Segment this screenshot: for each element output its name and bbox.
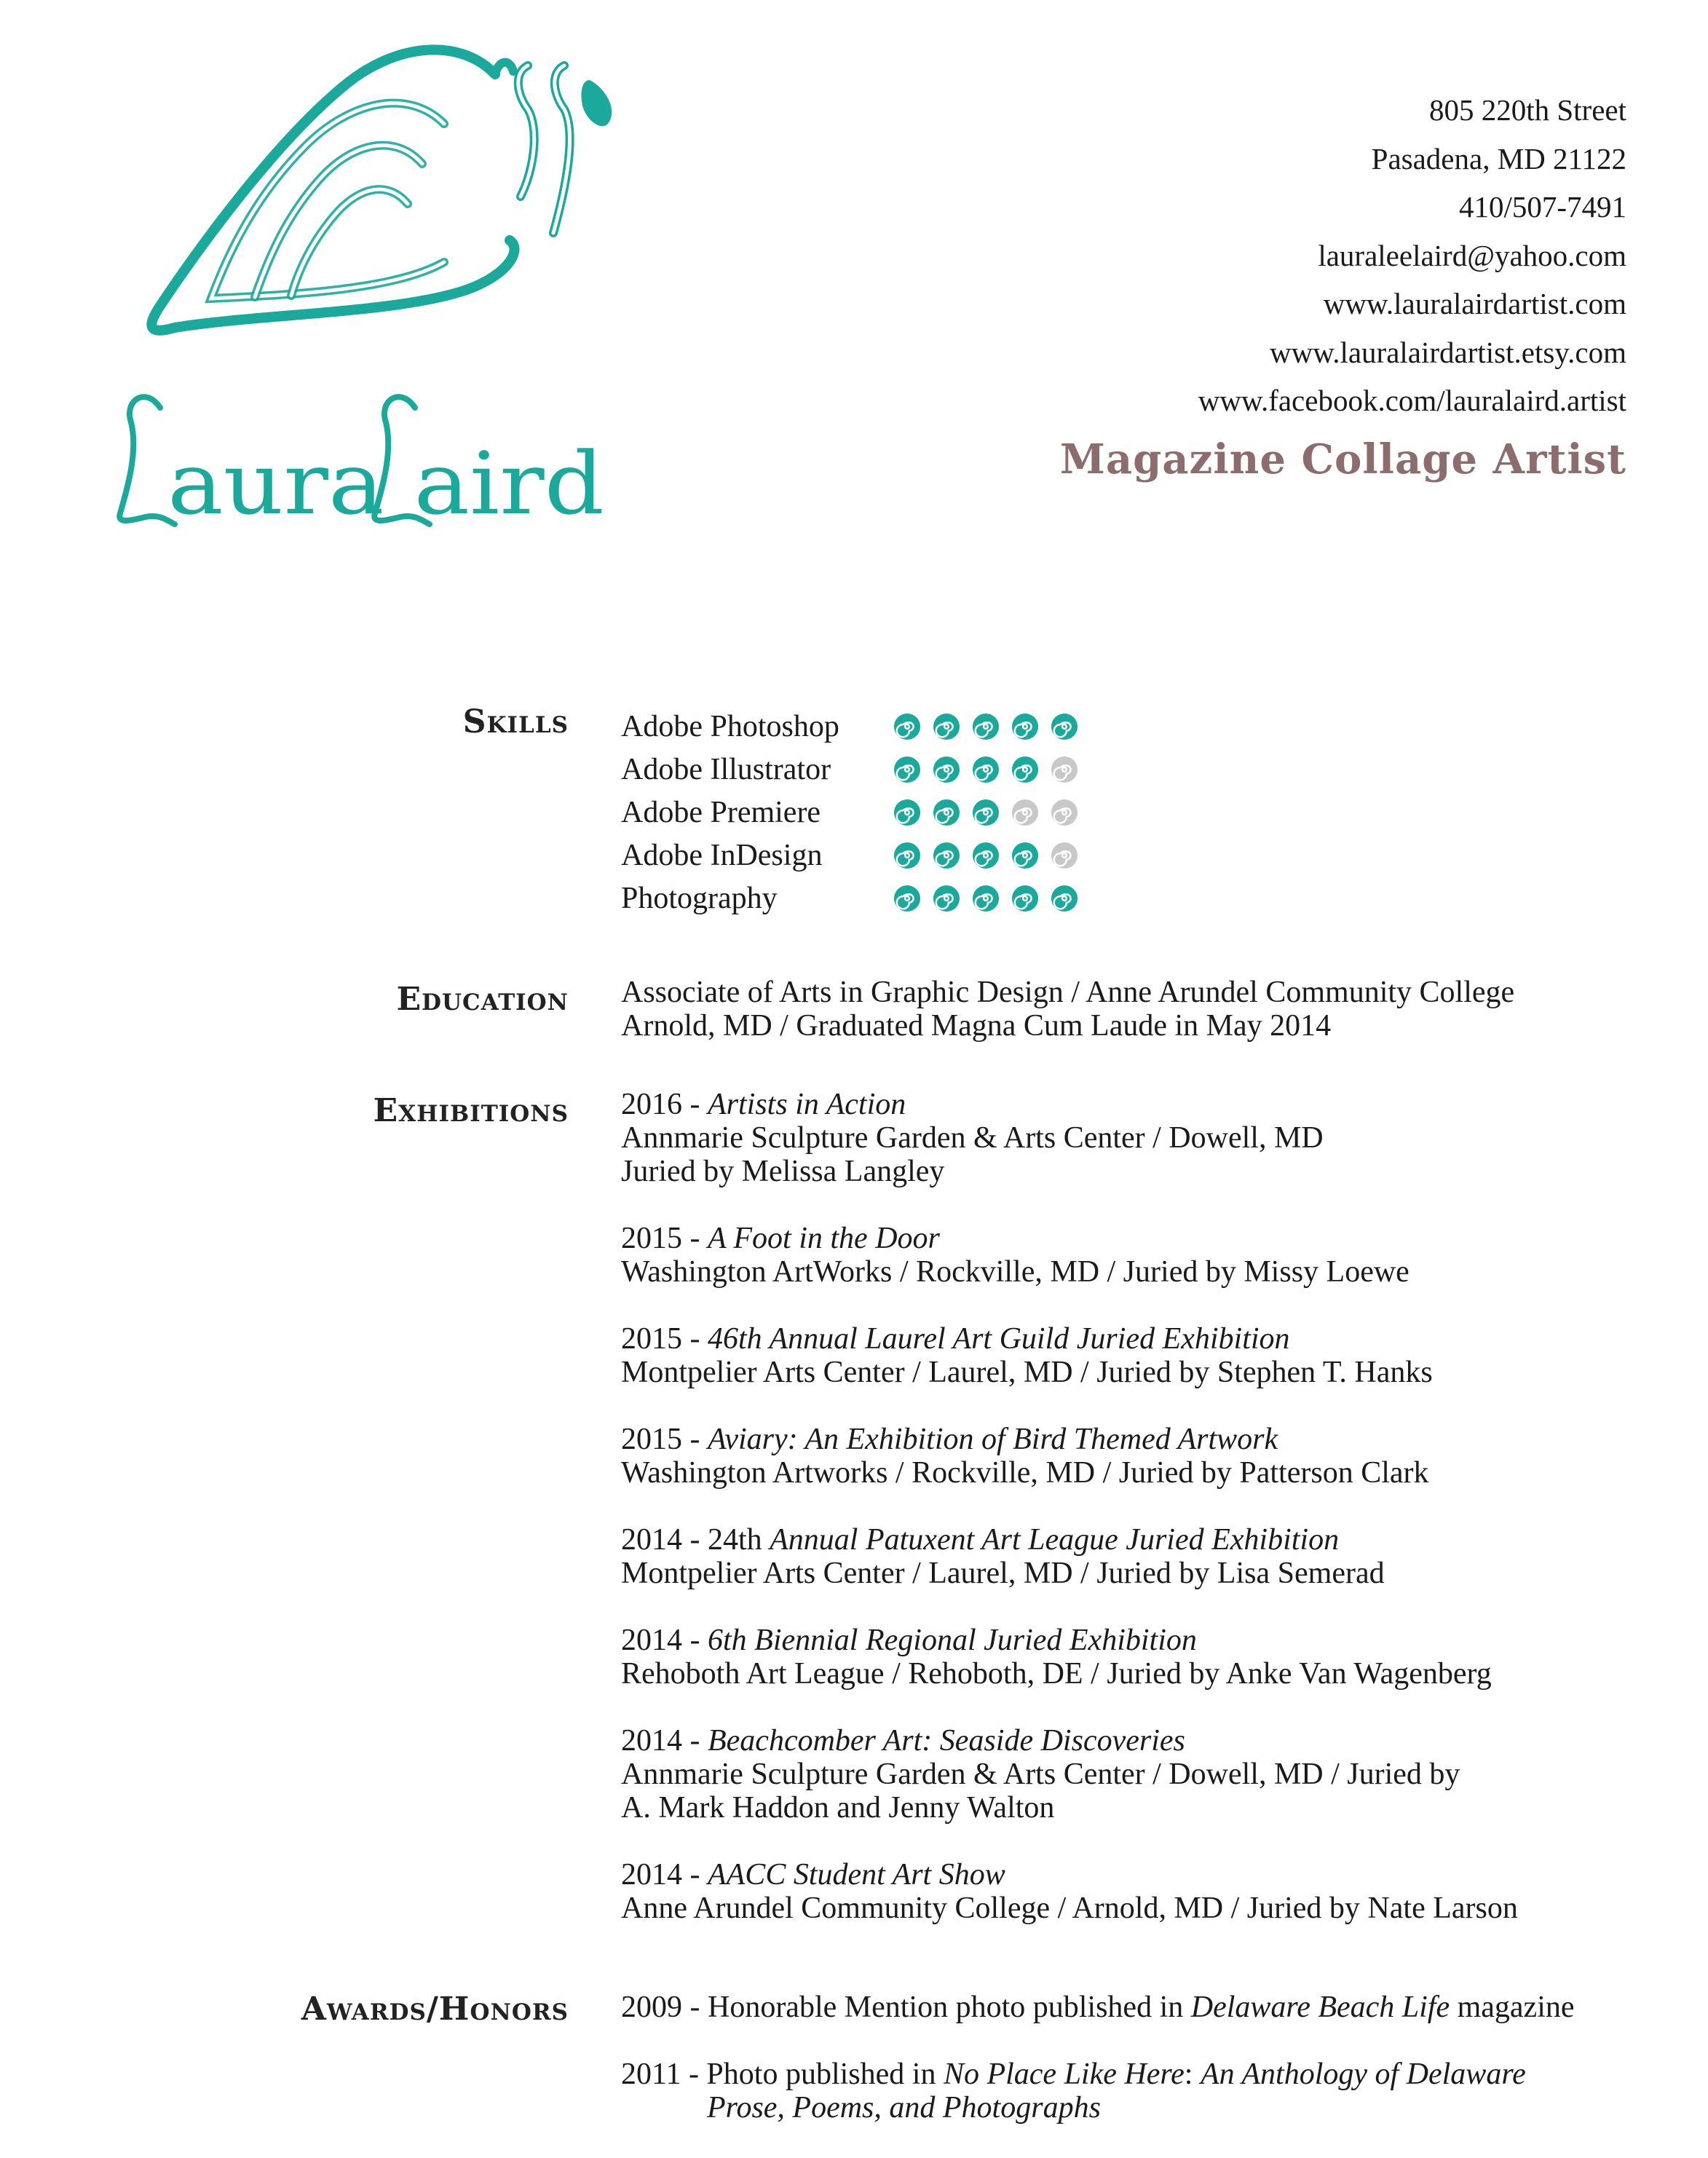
exhibition-title: Beachcomber Art: Seaside Discoveries	[708, 1724, 1185, 1758]
shell-tip	[581, 80, 612, 126]
spiral-icon-filled	[972, 842, 1000, 869]
skill-name: Adobe InDesign	[621, 839, 823, 872]
skill-row	[621, 749, 1078, 790]
awards-heading: Awards/Honors	[301, 1991, 569, 2028]
exhibition-year: 2015 -	[621, 1222, 708, 1255]
skill-name: Adobe Illustrator	[621, 753, 831, 786]
exhibition-title-line	[621, 1222, 1518, 1255]
exhibition-detail: Juried by Melissa Langley	[621, 1155, 945, 1188]
award-text: magazine	[1450, 1991, 1575, 2024]
exhibition-title: Aviary: An Exhibition of Bird Themed Artwork	[708, 1423, 1278, 1456]
etsy-link[interactable]: www.lauralairdartist.etsy.com	[1270, 335, 1626, 369]
facebook-link[interactable]: www.facebook.com/lauralaird.artist	[1198, 384, 1626, 417]
exhibitions-heading: Exhibitions	[373, 1092, 569, 1129]
exhibition-detail: Annmarie Sculpture Garden & Arts Center / Dowell, MD / Juried by	[621, 1758, 1460, 1791]
award-text: :	[1184, 2058, 1201, 2091]
exhibition-detail: Annmarie Sculpture Garden & Arts Center / Dowell, MD	[621, 1121, 1324, 1155]
exhibition-detail: Montpelier Arts Center / Laurel, MD / Juried by Stephen T. Hanks	[621, 1356, 1433, 1389]
spiral-icon-filled	[933, 842, 960, 869]
contact-info	[1198, 86, 1626, 425]
spiral-icon-filled	[972, 885, 1000, 912]
exhibition-title-line	[621, 1088, 1518, 1121]
logo-wordmark	[116, 379, 626, 539]
spiral-icon-filled	[1011, 885, 1039, 912]
spiral-icon-filled	[1051, 885, 1078, 912]
exhibition-year: 2014 -	[621, 1724, 708, 1758]
award-publication: No Place Like Here	[943, 2058, 1185, 2091]
spiral-icon-filled	[893, 713, 921, 740]
spiral-icon-empty	[1051, 756, 1078, 783]
spiral-icon-filled	[893, 885, 921, 912]
spiral-icon-filled	[893, 756, 921, 783]
spiral-icon-filled	[1051, 713, 1078, 740]
skill-row	[621, 878, 1078, 919]
exhibition-title-line	[621, 1724, 1518, 1758]
education-entry	[621, 976, 1514, 1043]
skill-name: Adobe Photoshop	[621, 710, 839, 743]
exhibition-entry	[621, 1858, 1518, 1925]
education-degree: Associate of Arts in Graphic Design / Anne Arundel Community College	[621, 976, 1515, 1009]
exhibition-title: Artists in Action	[708, 1088, 906, 1121]
award-line	[621, 2058, 1575, 2091]
awards-list	[621, 1991, 1575, 2158]
city-line: Pasadena, MD 21122	[1371, 141, 1626, 175]
spiral-icon-filled	[1011, 756, 1039, 783]
award-publication: An Anthology of Delaware	[1200, 2058, 1526, 2091]
spiral-icon-filled	[933, 756, 960, 783]
exhibition-title-line	[621, 1322, 1518, 1356]
skill-rating	[893, 842, 1078, 869]
exhibition-detail: Washington Artworks / Rockville, MD / Juried by Patterson Clark	[621, 1456, 1429, 1490]
exhibition-title-line	[621, 1858, 1518, 1892]
award-continuation: Prose, Poems, and Photographs	[707, 2091, 1101, 2125]
education-details: Arnold, MD / Graduated Magna Cum Laude in May 2014	[621, 1009, 1332, 1043]
exhibition-detail: Washington ArtWorks / Rockville, MD / Juried by Missy Loewe	[621, 1255, 1410, 1289]
award-entry	[621, 2058, 1575, 2125]
logo-name-text: aura aird	[167, 433, 604, 534]
skill-name: Photography	[621, 882, 778, 915]
spiral-icon-filled	[933, 885, 960, 912]
shell-wisp	[518, 66, 534, 197]
spiral-icon-filled	[972, 799, 1000, 826]
exhibition-title-line	[621, 1423, 1518, 1456]
exhibition-year: 2014 - 24th	[621, 1523, 770, 1557]
spiral-icon-filled	[1011, 713, 1039, 740]
award-text: 2009 - Honorable Mention photo published in	[621, 1991, 1191, 2024]
award-text: 2011 - Photo published in	[621, 2058, 944, 2091]
spiral-icon-empty	[1051, 842, 1078, 869]
spiral-icon-empty	[1051, 799, 1078, 826]
exhibition-entry	[621, 1724, 1518, 1825]
skills-heading: Skills	[462, 703, 569, 740]
exhibition-title-line	[621, 1624, 1518, 1657]
exhibition-detail: Montpelier Arts Center / Laurel, MD / Juried by Lisa Semerad	[621, 1557, 1385, 1590]
spiral-icon-empty	[1011, 799, 1039, 826]
skill-row	[621, 835, 1078, 876]
skill-rating	[893, 713, 1078, 740]
exhibition-entry	[621, 1322, 1518, 1389]
exhibition-entry	[621, 1222, 1518, 1289]
spiral-icon-filled	[933, 713, 960, 740]
exhibitions-list	[621, 1088, 1518, 1959]
exhibition-detail: Rehoboth Art League / Rehoboth, DE / Juried by Anke Van Wagenberg	[621, 1657, 1492, 1691]
exhibition-entry	[621, 1423, 1518, 1490]
award-line	[621, 1991, 1575, 2024]
exhibition-year: 2014 -	[621, 1624, 708, 1657]
exhibition-entry	[621, 1624, 1518, 1691]
exhibition-title: A Foot in the Door	[708, 1222, 940, 1255]
spiral-icon-filled	[972, 756, 1000, 783]
award-publication: Delaware Beach Life	[1190, 1991, 1450, 2024]
exhibition-title-line	[621, 1523, 1518, 1557]
phone: 410/507-7491	[1458, 190, 1626, 224]
spiral-icon-filled	[893, 842, 921, 869]
exhibition-detail: Anne Arundel Community College / Arnold, MD / Juried by Nate Larson	[621, 1892, 1518, 1925]
exhibition-year: 2016 -	[621, 1088, 708, 1121]
tagline: Magazine Collage Artist	[1059, 435, 1626, 483]
address-line: 805 220th Street	[1428, 93, 1626, 127]
exhibition-year: 2015 -	[621, 1322, 708, 1356]
exhibition-detail: A. Mark Haddon and Jenny Walton	[621, 1791, 1055, 1825]
education-heading: Education	[396, 981, 569, 1018]
spiral-icon-filled	[893, 799, 921, 826]
skill-row	[621, 706, 1078, 747]
exhibition-title: Annual Patuxent Art League Juried Exhibition	[770, 1523, 1340, 1557]
exhibition-title: AACC Student Art Show	[708, 1858, 1005, 1892]
spiral-icon-filled	[1011, 842, 1039, 869]
spiral-icon-filled	[933, 799, 960, 826]
exhibition-entry	[621, 1088, 1518, 1188]
spiral-icon-filled	[972, 713, 1000, 740]
skill-name: Adobe Premiere	[621, 796, 821, 829]
email-link[interactable]: lauraleelaird@yahoo.com	[1318, 238, 1626, 272]
exhibition-year: 2014 -	[621, 1858, 708, 1892]
website-link[interactable]: www.lauralairdartist.com	[1323, 287, 1626, 320]
exhibition-title: 6th Biennial Regional Juried Exhibition	[708, 1624, 1197, 1657]
skill-row	[621, 792, 1078, 833]
award-entry	[621, 1991, 1575, 2024]
skill-rating	[893, 799, 1078, 826]
exhibition-title: 46th Annual Laurel Art Guild Juried Exhibition	[708, 1322, 1290, 1356]
skill-rating	[893, 756, 1078, 783]
exhibition-year: 2015 -	[621, 1423, 708, 1456]
exhibition-entry	[621, 1523, 1518, 1590]
skill-rating	[893, 885, 1078, 912]
